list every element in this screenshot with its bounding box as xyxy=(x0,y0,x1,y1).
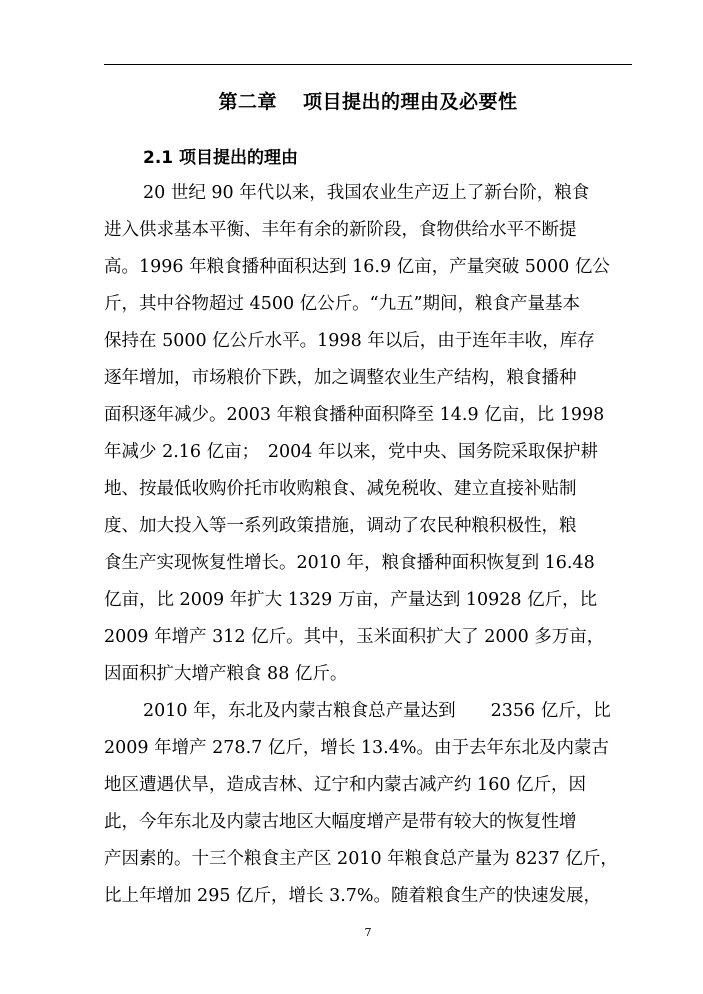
paragraph-1-line-10: 度、加大投入等一系列政策措施，调动了农民种粮积极性，粮 xyxy=(104,516,577,536)
paragraph-1-line-13: 2009 年增产 312 亿斤。其中，玉米面积扩大了 2000 多万亩， xyxy=(104,627,605,647)
paragraph-2-line-6: 比上年增加 295 亿斤，增长 3.7%。随着粮食生产的快速发展， xyxy=(104,886,602,906)
paragraph-2-line-3: 地区遭遇伏旱，造成吉林、辽宁和内蒙古减产约 160 亿斤，因 xyxy=(104,775,587,795)
chapter-title xyxy=(104,88,632,116)
paragraph-1-line-1: 20 世纪 90 年代以来，我国农业生产迈上了新台阶，粮食 xyxy=(143,183,590,203)
chapter-title-text: 项目提出的理由及必要性 xyxy=(303,91,518,113)
paragraph-1-line-9: 地、按最低收购价托市收购粮食、减免税收、建立直接补贴制 xyxy=(104,479,577,499)
paragraph-1-line-3: 高。1996 年粮食播种面积达到 16.9 亿亩，产量突破 5000 亿公 xyxy=(104,257,610,277)
paragraph-1-line-14: 因面积扩大增产粮食 88 亿斤。 xyxy=(104,664,348,684)
header-rule xyxy=(104,64,632,65)
paragraph-1-line-11: 食生产实现恢复性增长。2010 年，粮食播种面积恢复到 16.48 xyxy=(104,553,595,573)
paragraph-2-line-2: 2009 年增产 278.7 亿斤，增长 13.4%。由于去年东北及内蒙古 xyxy=(104,738,609,758)
paragraph-2-line-1: 2010 年，东北及内蒙古粮食总产量达到 2356 亿斤，比 xyxy=(143,701,611,721)
paragraph-1-line-7: 面积逐年减少。2003 年粮食播种面积降至 14.9 亿亩，比 1998 xyxy=(104,405,605,425)
paragraph-1-line-6: 逐年增加，市场粮价下跌，加之调整农业生产结构，粮食播种 xyxy=(104,368,577,388)
chapter-number: 第二章 xyxy=(218,91,277,113)
page-number: 7 xyxy=(364,926,372,939)
paragraph-1-line-2: 进入供求基本平衡、丰年有余的新阶段，食物供给水平不断提 xyxy=(104,220,577,240)
paragraph-2-line-4: 此，今年东北及内蒙古地区大幅度增产是带有较大的恢复性增 xyxy=(104,812,577,832)
section-title: 2.1 项目提出的理由 xyxy=(143,148,299,168)
paragraph-1-line-12: 亿亩，比 2009 年扩大 1329 万亩，产量达到 10928 亿斤，比 xyxy=(104,590,598,610)
paragraph-1-line-4: 斤，其中谷物超过 4500 亿公斤。“九五”期间，粮食产量基本 xyxy=(104,294,581,314)
paragraph-1-line-8: 年减少 2.16 亿亩； 2004 年以来，党中央、国务院采取保护耕 xyxy=(104,442,598,462)
paragraph-1-line-5: 保持在 5000 亿公斤水平。1998 年以后，由于连年丰收，库存 xyxy=(104,331,595,351)
paragraph-2-line-5: 产因素的。十三个粮食主产区 2010 年粮食总产量为 8237 亿斤， xyxy=(104,849,618,869)
